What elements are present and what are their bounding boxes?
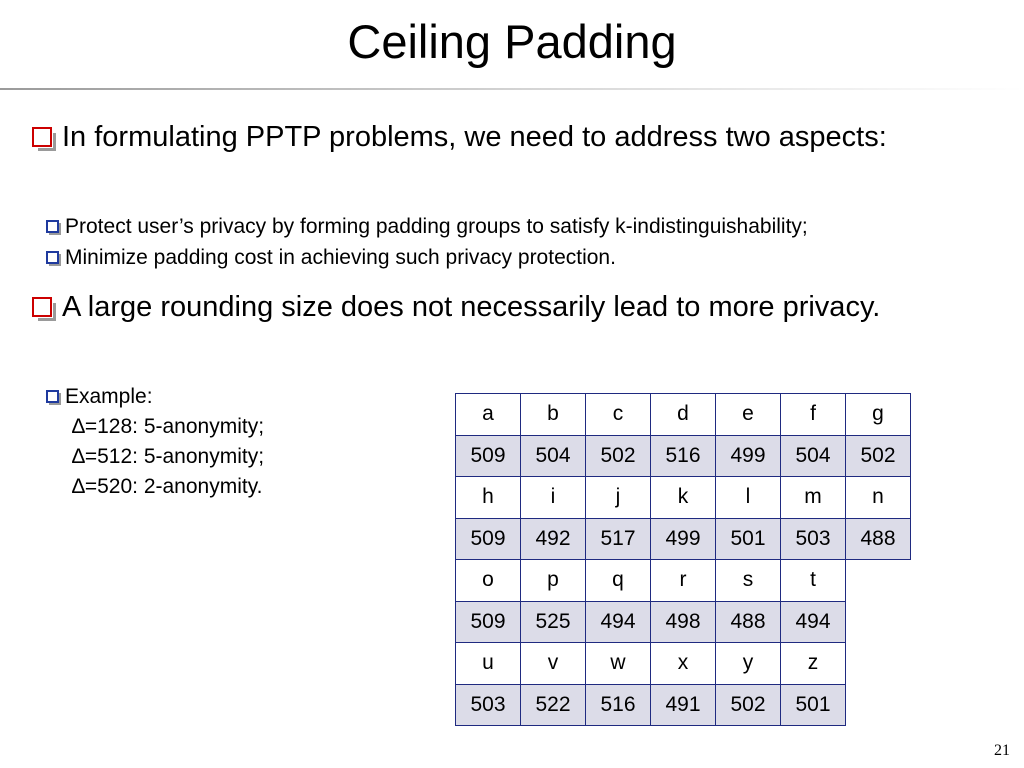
table-cell: 491: [651, 684, 716, 726]
blue-square-bullet-icon: [46, 251, 59, 264]
table-cell: c: [586, 394, 651, 436]
table-cell: 509: [456, 435, 521, 477]
table-row-values: [456, 601, 911, 643]
sub-bullet-2-text: Minimize padding cost in achieving such privacy protection.: [65, 246, 616, 269]
table-cell: o: [456, 560, 521, 602]
table-cell: 509: [456, 518, 521, 560]
empty-cell: [846, 684, 911, 726]
table-cell: 517: [586, 518, 651, 560]
packet-size-table: [455, 393, 911, 726]
table-cell: k: [651, 477, 716, 519]
table-cell: 494: [781, 601, 846, 643]
table-cell: 525: [521, 601, 586, 643]
empty-cell: [846, 643, 911, 685]
table-cell: 488: [716, 601, 781, 643]
table-cell: 502: [716, 684, 781, 726]
table-cell: 504: [521, 435, 586, 477]
example-line: ∆=520: 2-anonymity.: [72, 475, 263, 498]
blue-square-bullet-icon: [46, 390, 59, 403]
table-cell: p: [521, 560, 586, 602]
table-cell: 504: [781, 435, 846, 477]
table-cell: l: [716, 477, 781, 519]
table-cell: 492: [521, 518, 586, 560]
bullet-2: [32, 286, 962, 329]
table-row-labels: [456, 477, 911, 519]
example-line: ∆=128: 5-anonymity;: [72, 415, 265, 438]
table-cell: s: [716, 560, 781, 602]
bullet-2-text: A large rounding size does not necessarily lead to more privacy.: [62, 291, 881, 323]
table-cell: 501: [781, 684, 846, 726]
table-cell: w: [586, 643, 651, 685]
table-cell: h: [456, 477, 521, 519]
table-cell: 498: [651, 601, 716, 643]
table-row-values: [456, 684, 911, 726]
table-cell: b: [521, 394, 586, 436]
table-cell: a: [456, 394, 521, 436]
table-cell: m: [781, 477, 846, 519]
table-cell: i: [521, 477, 586, 519]
table-cell: 503: [781, 518, 846, 560]
table-cell: 494: [586, 601, 651, 643]
table-cell: 509: [456, 601, 521, 643]
slide-title: Ceiling Padding: [347, 15, 677, 68]
empty-cell: [846, 601, 911, 643]
table-cell: 516: [651, 435, 716, 477]
bullet-1: [32, 116, 962, 159]
example-line: ∆=512: 5-anonymity;: [72, 445, 265, 468]
table-cell: 503: [456, 684, 521, 726]
table-cell: 499: [716, 435, 781, 477]
sub-bullet-1-text: Protect user’s privacy by forming padding groups to satisfy k-indistinguishability;: [65, 215, 808, 238]
table-cell: 502: [586, 435, 651, 477]
table-cell: r: [651, 560, 716, 602]
table-cell: x: [651, 643, 716, 685]
table-cell: 488: [846, 518, 911, 560]
sub-bullet-1: [46, 212, 1006, 242]
table-cell: 522: [521, 684, 586, 726]
example-block: [46, 382, 264, 502]
red-square-bullet-icon: [32, 297, 52, 317]
table-row-labels: [456, 560, 911, 602]
table-cell: q: [586, 560, 651, 602]
table-row-values: [456, 518, 911, 560]
table-row-labels: [456, 643, 911, 685]
table-row-labels: [456, 394, 911, 436]
title-divider: [0, 88, 1024, 90]
example-label: Example:: [65, 385, 153, 408]
blue-square-bullet-icon: [46, 220, 59, 233]
table-cell: y: [716, 643, 781, 685]
table-cell: 499: [651, 518, 716, 560]
table-cell: j: [586, 477, 651, 519]
table-cell: 502: [846, 435, 911, 477]
red-square-bullet-icon: [32, 127, 52, 147]
table-cell: n: [846, 477, 911, 519]
table-cell: u: [456, 643, 521, 685]
table-cell: z: [781, 643, 846, 685]
table-cell: e: [716, 394, 781, 436]
table-cell: t: [781, 560, 846, 602]
page-number: 21: [994, 742, 1010, 759]
empty-cell: [846, 560, 911, 602]
table-cell: 501: [716, 518, 781, 560]
sub-bullet-2: [46, 243, 1006, 273]
table-cell: f: [781, 394, 846, 436]
example-label-line: [46, 382, 264, 412]
bullet-1-text: In formulating PPTP problems, we need to address two aspects:: [62, 121, 887, 153]
table-cell: v: [521, 643, 586, 685]
table-cell: 516: [586, 684, 651, 726]
table-row-values: [456, 435, 911, 477]
table-cell: g: [846, 394, 911, 436]
table-cell: d: [651, 394, 716, 436]
